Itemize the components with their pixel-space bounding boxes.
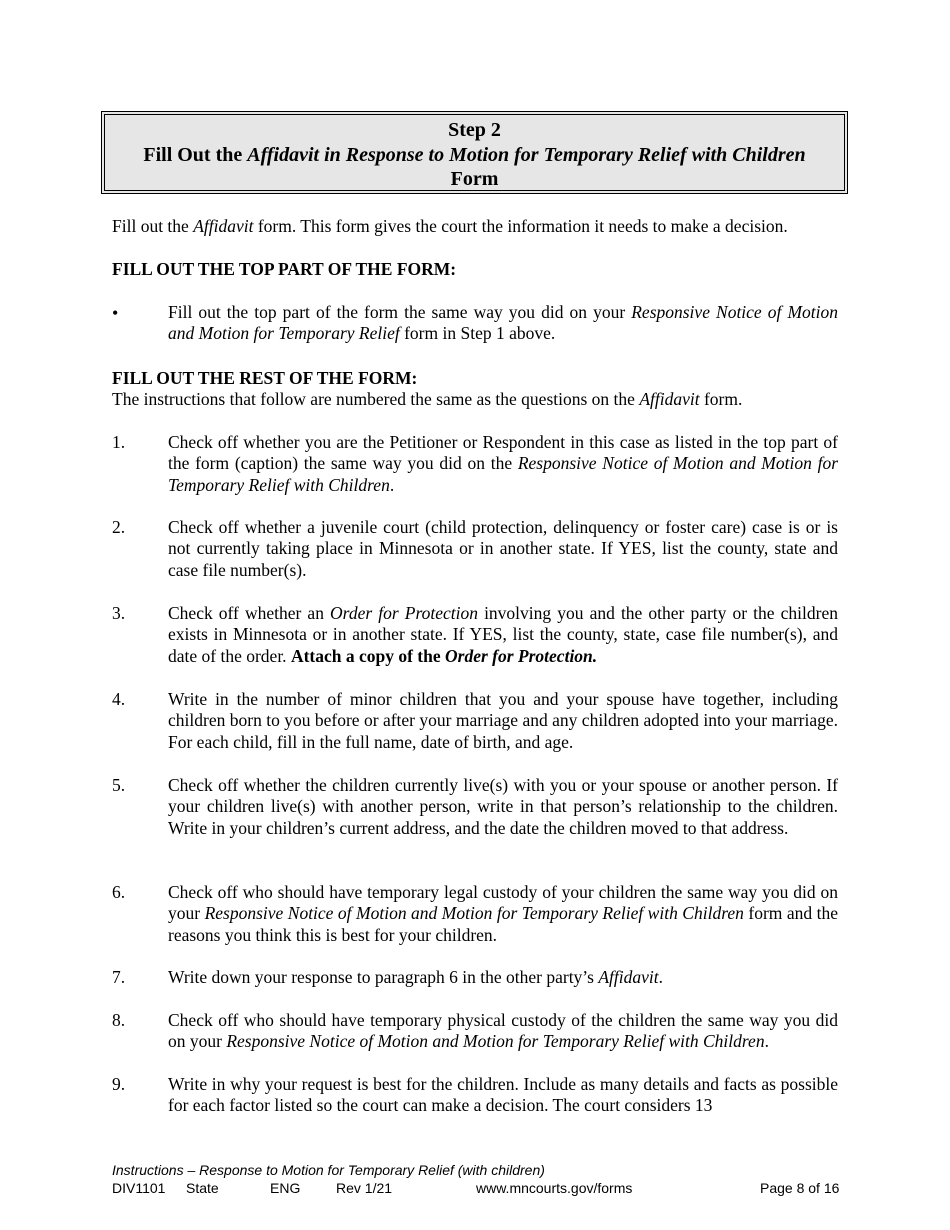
item-number: 5. <box>112 775 126 795</box>
item-number: 9. <box>112 1074 126 1094</box>
item-number: 8. <box>112 1010 126 1030</box>
footer-jurisdiction: State <box>186 1180 219 1196</box>
instruction-item-5: Check off whether the children currently live(s) with you or your spouse or another person. If your children live(s) with another person, write in that person’s relationship to the children. Write in your children’s current address, and the date the children moved to that address. <box>168 775 838 838</box>
step-title-suffix: Form <box>450 168 499 190</box>
instruction-item-2: Check off whether a juvenile court (child protection, delinquency or foster care) case is or is not currently taking place in Minnesota or in another state. If YES, list the county, state and case file number(s). <box>168 517 838 580</box>
item-number: 1. <box>112 432 126 452</box>
section-rest-intro: The instructions that follow are numbered the same as the questions on the Affidavit form. <box>112 389 743 409</box>
instruction-item-9: Write in why your request is best for the children. Include as many details and facts as possible for each factor listed so the court can make a decision. The court considers 13 <box>168 1074 838 1116</box>
footer-website: www.mncourts.gov/forms <box>476 1180 633 1196</box>
footer-page-number: Page 8 of 16 <box>760 1180 840 1196</box>
footer-language: ENG <box>270 1180 301 1196</box>
item-number: 2. <box>112 517 126 537</box>
instruction-item-1: Check off whether you are the Petitioner or Respondent in this case as listed in the top part of the form (caption) the same way you did on the Responsive Notice of Motion and Motion for Temporary Relief with Children. <box>168 432 839 495</box>
step-number: Step 2 <box>448 119 501 141</box>
instruction-item-7: Write down your response to paragraph 6 in the other party’s Affidavit. <box>168 967 664 987</box>
bullet-text-top-part: Fill out the top part of the form the same way you did on your Responsive Notice of Motion and Motion for Temporary Relief form in Step 1 above. <box>168 302 838 344</box>
section-heading-top-part: FILL OUT THE TOP PART OF THE FORM: <box>112 259 457 279</box>
item-number: 4. <box>112 689 126 709</box>
instruction-item-6: Check off who should have temporary legal custody of your children the same way you did on your Responsive Notice of Motion and Motion for Temporary Relief with Children form and the reasons you think this is best for your children. <box>168 882 839 945</box>
item-number: 3. <box>112 603 126 623</box>
section-heading-rest: FILL OUT THE REST OF THE FORM: <box>112 368 418 388</box>
item-number: 6. <box>112 882 126 902</box>
instruction-item-8: Check off who should have temporary physical custody of the children the same way you did on your Responsive Notice of Motion and Motion for Temporary Relief with Children. <box>168 1010 838 1052</box>
item-number: 7. <box>112 967 126 987</box>
footer-title: Instructions – Response to Motion for Temporary Relief (with children) <box>112 1162 545 1178</box>
bullet-marker: • <box>112 303 119 323</box>
instruction-item-3: Check off whether an Order for Protection involving you and the other party or the children exists in Minnesota or in another state. If YES, list the county, state, case file number(s), and date of the order. Attach a copy of the Order for Protection. <box>168 603 838 666</box>
footer-form-id: DIV1101 <box>112 1180 166 1196</box>
instruction-item-4: Write in the number of minor children that you and your spouse have together, including children born to you before or after your marriage and any children adopted into your marriage. For each child, fill in the full name, date of birth, and age. <box>168 689 838 752</box>
footer-revision: Rev 1/21 <box>336 1180 393 1196</box>
step-header-box <box>101 111 848 194</box>
intro-paragraph: Fill out the Affidavit form. This form gives the court the information it needs to make a decision. <box>112 216 788 236</box>
step-title: Fill Out the Affidavit in Response to Motion for Temporary Relief with Children <box>143 144 806 166</box>
